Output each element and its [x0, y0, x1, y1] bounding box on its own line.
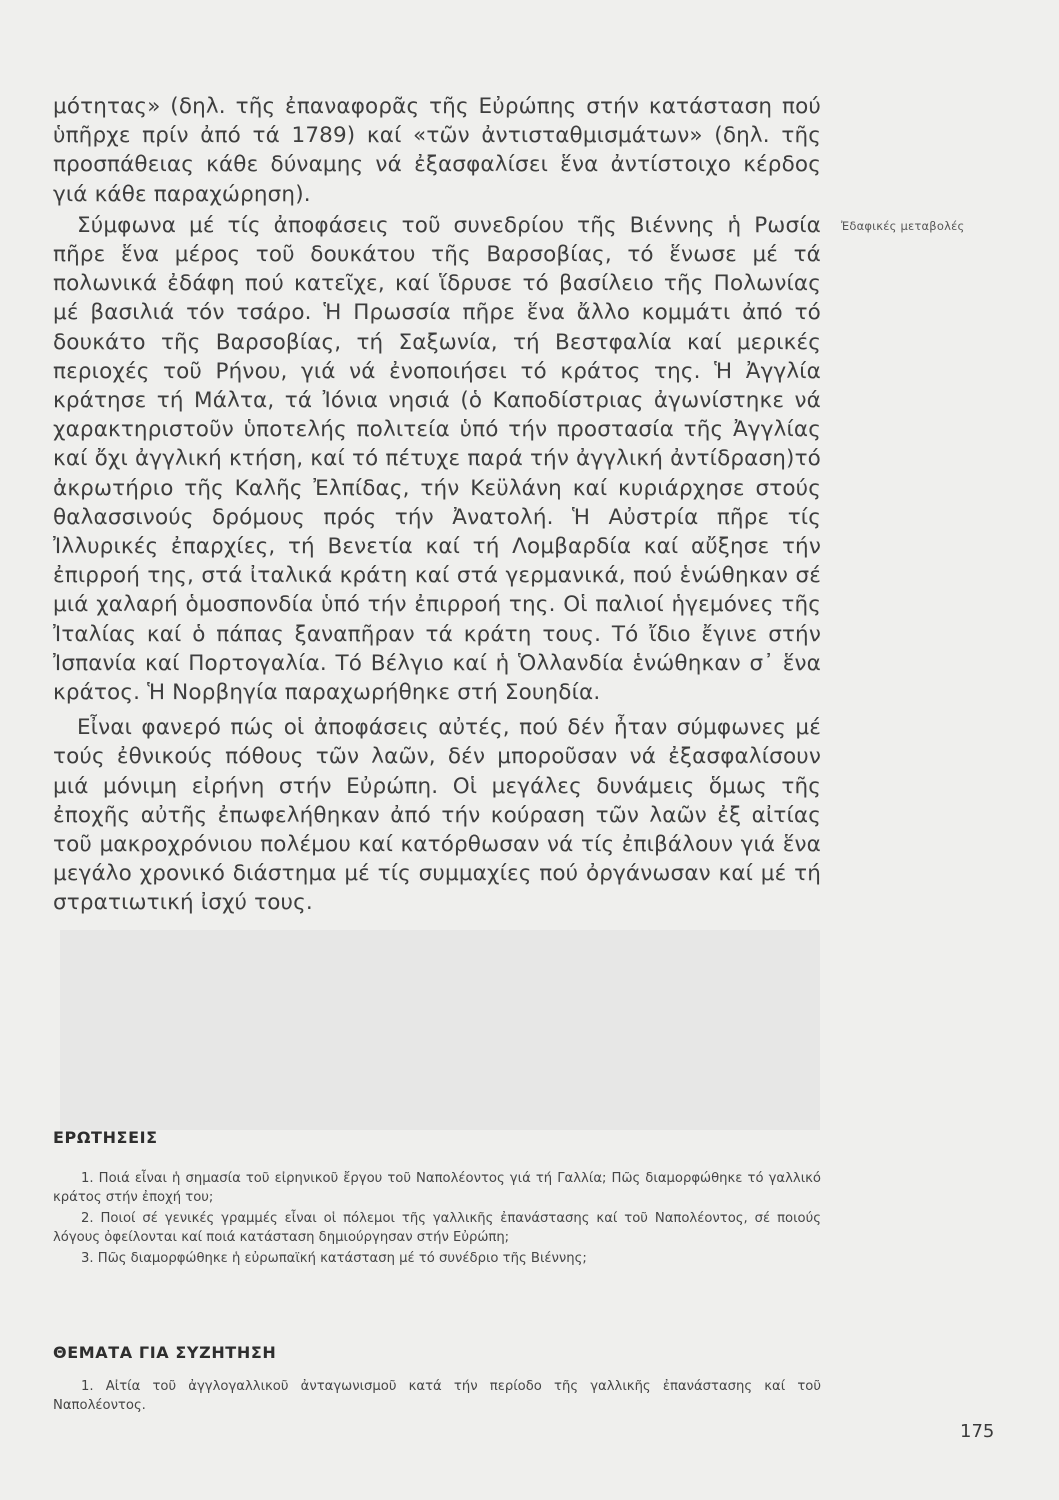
page-number: 175 — [960, 1421, 995, 1442]
paragraph-conclusion: Εἶναι φανερό πώς οἱ ἀποφάσεις αὐτές, πού δέν ἦταν σύμφωνες μέ τούς ἐθνικούς πόθους τῶν λαῶν, δέν μποροῦσαν νά ἐξασφαλίσουν μιά μόνιμη εἰρήνη στήν Εὐρώπη. Οἱ μεγάλες δυνάμεις ὅμως τῆς ἐποχῆς αὐτῆς ἐπωφελήθηκαν ἀπό τήν κούραση τῶν λαῶν ἐξ αἰτίας τοῦ μακροχρόνιου πολέμου καί κατόρθωσαν νά τίς ἐπιβάλουν γιά ἕνα μεγάλο χρονικό διάστημα μέ τίς συμμαχίες πού ὀργάνωσαν καί μέ τή στρατιωτική ἰσχύ τους. — [53, 715, 821, 916]
main-text-block — [53, 92, 821, 918]
discussion-heading: ΘΕΜΑΤΑ ΓΙΑ ΣΥΖΗΤΗΣΗ — [53, 1343, 277, 1362]
paragraph-continued: μότητας» (δηλ. τῆς ἐπαναφορᾶς τῆς Εὐρώπης στήν κατάσταση πού ὑπῆρχε πρίν ἀπό τά 1789) καί «τῶν ἀντισταθμισμάτων» (δηλ. τῆς προσπάθειας κάθε δύναμης νά ἐξασφαλίσει ἕνα ἀντίστοιχο κέρδος γιά κάθε παραχώρηση). — [53, 94, 821, 207]
question-item: 3. Πῶς διαμορφώθηκε ἡ εὐρωπαϊκή κατάσταση μέ τό συνέδριο τῆς Βιέννης; — [81, 1251, 587, 1267]
questions-heading: ΕΡΩΤΗΣΕΙΣ — [53, 1128, 158, 1147]
question-item: 2. Ποιοί σέ γενικές γραμμές εἶναι οἱ πόλεμοι τῆς γαλλικῆς ἐπανάστασης καί τοῦ Ναπολέοντος, σέ ποιούς λόγους ὀφείλονται καί ποιά κατάσταση δημιούργησαν στήν Εὐρώπη; — [53, 1211, 821, 1245]
paragraph-territorial-changes: Σύμφωνα μέ τίς ἀποφάσεις τοῦ συνεδρίου τῆς Βιέννης ἡ Ρωσία πῆρε ἕνα μέρος τοῦ δουκάτου τῆς Βαρσοβίας, τό ἕνωσε μέ τά πολωνικά ἐδάφη πού κατεῖχε, καί ἵδρυσε τό βασίλειο τῆς Πολωνίας μέ βασιλιά τόν τσάρο. Ἡ Πρωσσία πῆρε ἕνα ἄλλο κομμάτι ἀπό τό δουκάτο τῆς Βαρσοβίας, τή Σαξωνία, τή Βεστφαλία καί μερικές περιοχές τοῦ Ρήνου, γιά νά ἐνοποιήσει τό κράτος της. Ἡ Ἀγγλία κράτησε τή Μάλτα, τά Ἰόνια νησιά (ὁ Καποδίστριας ἀγωνίστηκε νά χαρακτηριστοῦν ὑποτελής πολιτεία ὑπό τήν προστασία τῆς Ἀγγλίας καί ὄχι ἀγγλική κτήση, καί τό πέτυχε παρά τήν ἀγγλική ἀντίδραση)τό ἀκρωτήριο τῆς Καλῆς Ἐλπίδας, τήν Κεϋλάνη καί κυριάρχησε στούς θαλασσινούς δρόμους πρός τήν Ἀνατολή. Ἡ Αὐστρία πῆρε τίς Ἰλλυρικές ἐπαρχίες, τή Βενετία καί τή Λομβαρδία καί αὔξησε τήν ἐπιρροή της, στά ἰταλικά κράτη καί στά γερμανικά, πού ἑνώθηκαν σέ μιά χαλαρή ὁμοσπονδία ὑπό τήν ἐπιρροή της. Οἱ παλιοί ἡγεμόνες τῆς Ἰταλίας καί ὁ πάπας ξαναπῆραν τά κράτη τους. Τό ἴδιο ἔγινε στήν Ἰσπανία καί Πορτογαλία. Τό Βέλγιο καί ἡ Ὁλλανδία ἑνώθηκαν σ᾽ ἕνα κράτος. Ἡ Νορβηγία παραχωρήθηκε στή Σουηδία. — [53, 212, 821, 706]
bleed-through-shadow — [60, 930, 820, 1130]
margin-note: Ἐδαφικές μεταβολές — [841, 219, 965, 233]
question-item: 1. Ποιά εἶναι ἡ σημασία τοῦ εἰρηνικοῦ ἔργου τοῦ Ναπολέοντος γιά τή Γαλλία; Πῶς διαμορφώθηκε τό γαλλικό κράτος στήν ἐποχή του; — [53, 1171, 821, 1205]
discussion-item: 1. Αἰτία τοῦ ἀγγλογαλλικοῦ ἀνταγωνισμοῦ κατά τήν περίοδο τῆς γαλλικῆς ἐπανάστασης καί τοῦ Ναπολέοντος. — [53, 1379, 821, 1413]
questions-list — [53, 1170, 821, 1272]
discussion-list — [53, 1378, 821, 1418]
